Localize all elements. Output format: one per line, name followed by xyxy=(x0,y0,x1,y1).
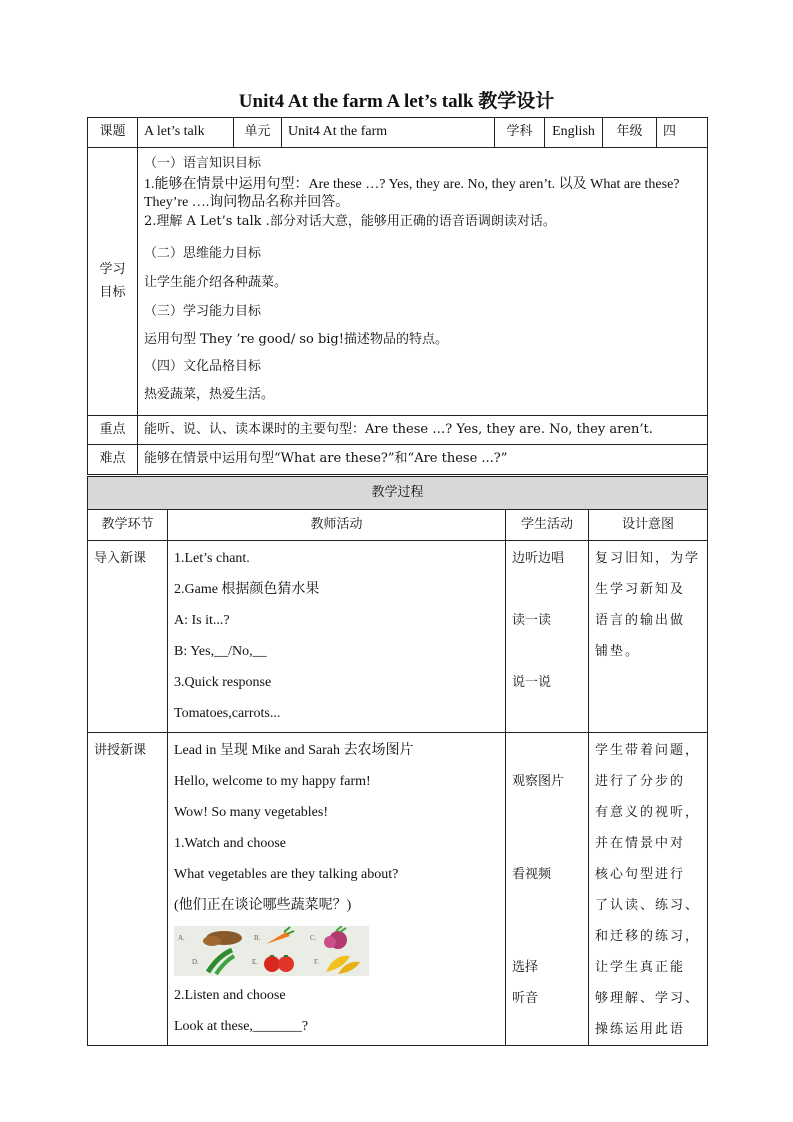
option-label: A. xyxy=(178,934,185,942)
option-label: E. xyxy=(252,958,259,966)
teacher-activity: Look at these,_______? xyxy=(174,1019,309,1034)
teacher-activity: 1.Watch and choose xyxy=(174,836,286,851)
stage-label: 导入新课 xyxy=(94,551,147,566)
unit-label: 单元 xyxy=(234,118,282,148)
topic-value: A let’s talk xyxy=(138,118,234,148)
objective-line: 让学生能介绍各种蔬菜。 xyxy=(144,275,288,290)
objective-line: 热爱蔬菜，热爱生活。 xyxy=(144,387,275,402)
objectives-content xyxy=(138,148,708,416)
student-activity xyxy=(512,574,582,605)
tomato-icon xyxy=(264,956,280,972)
design-intent: 了认读、练习、 xyxy=(595,898,701,913)
teacher-activity: A: Is it...? xyxy=(174,613,230,628)
design-intent: 铺垫。 xyxy=(595,644,641,659)
design-intent: 生学习新知及 xyxy=(595,582,686,597)
teacher-activity: Wow! So many vegetables! xyxy=(174,805,328,820)
objective-line: 1.能够在情景中运用句型：Are these …? Yes, they are. No, they aren’t. 以及 What are these? They’re ….询问物品名称并回答。 xyxy=(144,177,680,210)
student-activity: 听音 xyxy=(512,991,539,1006)
objectives-label: 学习 目标 xyxy=(88,148,138,416)
unit-value: Unit4 At the farm xyxy=(282,118,495,148)
key-point-label: 重点 xyxy=(88,416,138,445)
student-activity xyxy=(512,828,582,859)
objective-line: 2.理解 A Let’s talk .部分对话大意，能够用正确的语音语调朗读对话。 xyxy=(144,214,556,229)
option-label: C. xyxy=(310,934,317,942)
topic-label: 课题 xyxy=(88,118,138,148)
teacher-activity: Tomatoes,carrots... xyxy=(174,706,281,721)
student-activity xyxy=(512,797,582,828)
design-intent: 并在情景中对 xyxy=(595,836,686,851)
teacher-activity: 3.Quick response xyxy=(174,675,272,690)
key-point-value: 能听、说、认、读本课时的主要句型：Are these …? Yes, they are. No, they aren’t. xyxy=(138,416,708,445)
subject-label: 学科 xyxy=(495,118,545,148)
column-header: 教师活动 xyxy=(168,510,506,541)
teacher-activity: Lead in 呈现 Mike and Sarah 去农场图片 xyxy=(174,743,414,758)
subject-value: English xyxy=(545,118,603,148)
column-header: 学生活动 xyxy=(506,510,589,541)
design-intent: 进行了分步的 xyxy=(595,774,686,789)
grade-label: 年级 xyxy=(603,118,657,148)
student-activity xyxy=(512,735,582,766)
student-activity xyxy=(512,636,582,667)
page-title: Unit4 At the farm A let’s talk 教学设计 xyxy=(238,91,555,112)
design-intent: 核心句型进行 xyxy=(595,867,686,882)
design-intent: 复习旧知，为学 xyxy=(595,551,701,566)
student-activity: 边听边唱 xyxy=(512,551,565,566)
teacher-activity: 2.Game 根据颜色猜水果 xyxy=(174,582,320,597)
column-header: 教学环节 xyxy=(88,510,168,541)
teacher-activity: What vegetables are they talking about? xyxy=(174,867,399,882)
teacher-activity: B: Yes,__/No,__ xyxy=(174,644,267,659)
process-table xyxy=(87,476,708,1046)
student-activity: 说一说 xyxy=(512,675,552,690)
objective-line: 运用句型 They ’re good/ so big!描述物品的特点。 xyxy=(144,332,448,347)
design-intent: 语言的输出做 xyxy=(595,613,686,628)
design-intent: 让学生真正能 xyxy=(595,960,686,975)
table-row xyxy=(88,733,708,1046)
option-label: D. xyxy=(192,958,199,966)
student-activity: 读一读 xyxy=(512,613,552,628)
design-intent: 操练运用此语 xyxy=(595,1022,686,1037)
teacher-activity: 2.Listen and choose xyxy=(174,988,286,1003)
grade-value: 四 xyxy=(657,118,708,148)
teacher-activity: (他们正在谈论哪些蔬菜呢？) xyxy=(174,898,352,913)
student-activity: 看视频 xyxy=(512,867,552,882)
vegetables-image xyxy=(174,926,369,976)
teacher-activity: Hello, welcome to my happy farm! xyxy=(174,774,371,789)
info-table xyxy=(87,117,708,475)
design-intent: 学生带着问题， xyxy=(595,743,701,758)
objective-line: （一）语言知识目标 xyxy=(144,156,262,171)
objective-line: （四）文化品格目标 xyxy=(144,359,262,374)
option-label: B. xyxy=(254,934,261,942)
table-row xyxy=(88,541,708,733)
design-intent: 和迁移的练习， xyxy=(595,929,701,944)
column-header: 设计意图 xyxy=(589,510,708,541)
difficult-point-value: 能够在情景中运用句型“What are these?”和“Are these ...?” xyxy=(138,445,708,475)
design-intent: 够理解、学习、 xyxy=(595,991,701,1006)
design-intent: 有意义的视听， xyxy=(595,805,701,820)
objective-line: （二）思维能力目标 xyxy=(144,246,262,261)
stage-label: 讲授新课 xyxy=(94,743,147,758)
student-activity: 观察图片 xyxy=(512,774,565,789)
difficult-point-label: 难点 xyxy=(88,445,138,475)
option-label: F. xyxy=(314,958,320,966)
objective-line: （三）学习能力目标 xyxy=(144,304,262,319)
student-activity xyxy=(512,890,582,921)
student-activity xyxy=(512,921,582,952)
process-header: 教学过程 xyxy=(88,477,708,510)
student-activity: 选择 xyxy=(512,960,539,975)
teacher-activity: 1.Let’s chant. xyxy=(174,551,250,566)
